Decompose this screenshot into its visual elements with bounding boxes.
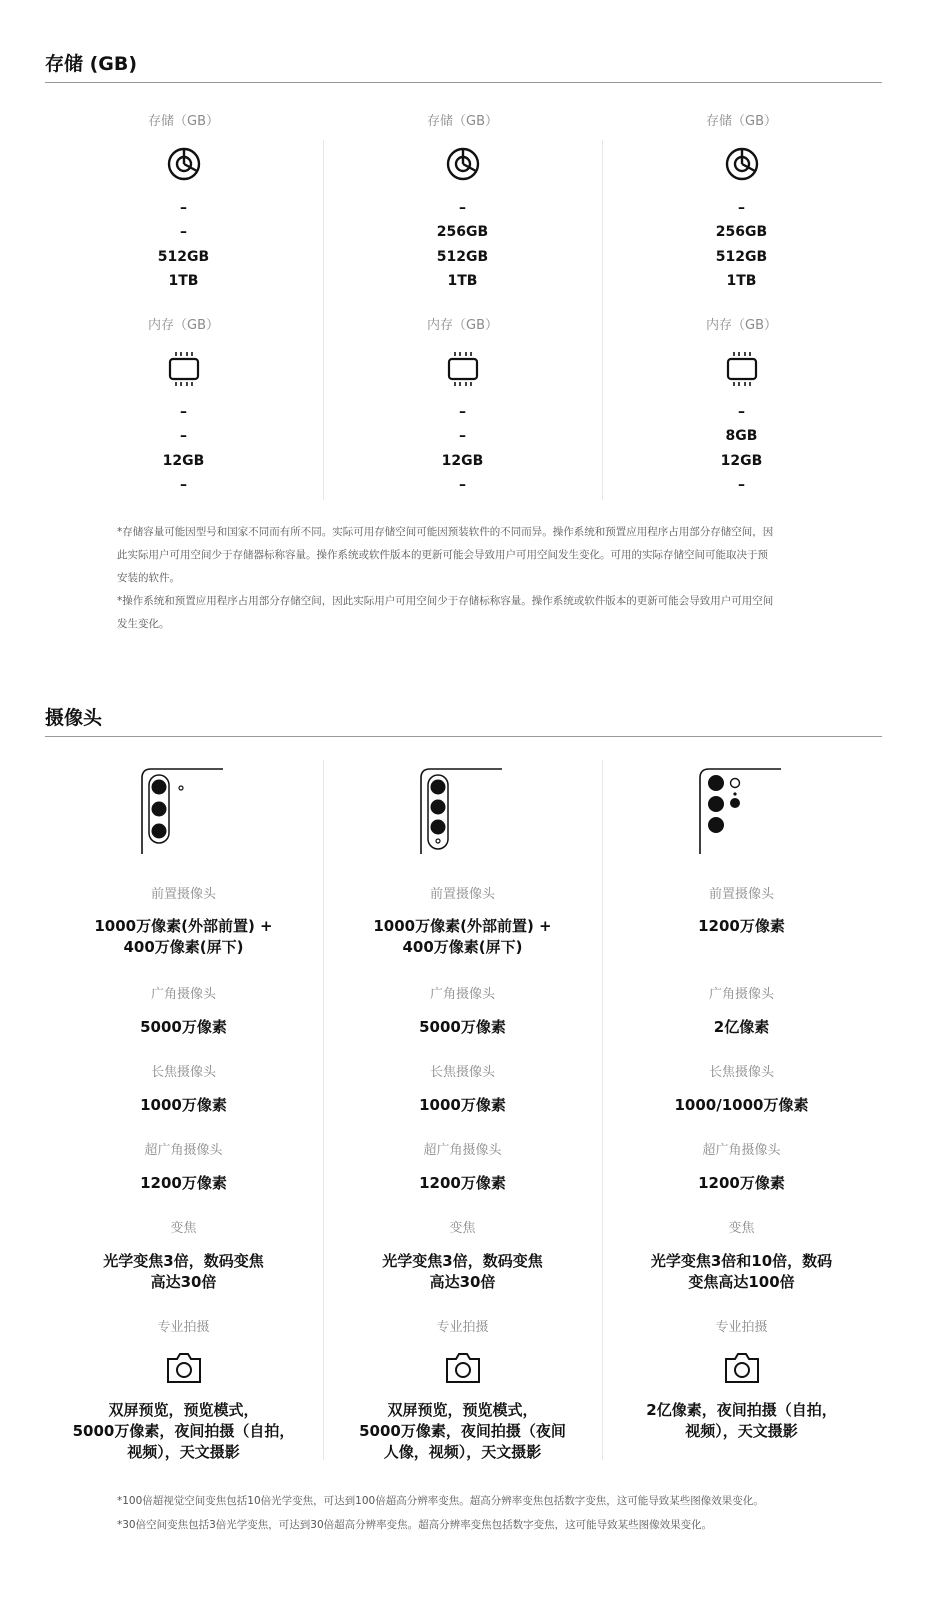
storage-option: – — [738, 200, 745, 216]
ram-option: 12GB — [441, 453, 484, 469]
zoom-value: 高达30倍 — [150, 1273, 217, 1291]
storage-option: 1TB — [726, 273, 757, 289]
ram-option: 12GB — [720, 453, 763, 469]
ram-option: 8GB — [725, 428, 758, 444]
ultra-phone-camera-icon — [602, 766, 881, 856]
front-camera-label: 前置摄像头 — [150, 887, 216, 902]
pro-mode-label: 专业拍摄 — [436, 1320, 489, 1335]
tele-camera-label: 长焦摄像头 — [150, 1065, 216, 1080]
tele-camera-label: 长焦摄像头 — [429, 1065, 495, 1080]
tele-camera-value: 1000万像素 — [419, 1096, 506, 1114]
storage-column-1 — [44, 114, 323, 499]
pro-mode-value: 视频），天文摄影 — [127, 1443, 240, 1461]
wide-camera-label: 广角摄像头 — [708, 987, 774, 1002]
camera-column-3 — [602, 760, 881, 1470]
storage-option: 512GB — [436, 249, 489, 265]
pro-mode-value: 2亿像素，夜间拍摄（自拍， — [646, 1401, 837, 1419]
zoom-value: 高达30倍 — [429, 1273, 496, 1291]
ultrawide-camera-label: 超广角摄像头 — [702, 1143, 781, 1158]
storage-footnote: *存储容量可能因型号和国家不同而有所不同。实际可用存储空间可能因预装软件的不同而异。操作系统和预置应用程序占用部分存储空间，因此实际用户可用空间少于存储器标称容量。操作系统或软件版本的更新可能会导致用户可用空间发生变化。可用的实际存储空间可能取决于预安装的软件。 — [117, 526, 774, 584]
ram-option: – — [180, 428, 187, 444]
storage-option: – — [180, 224, 187, 240]
ram-option: – — [459, 477, 466, 493]
camera-footnote: *100倍超视觉空间变焦包括10倍光学变焦，可达到100倍超高分辨率变焦。超高分辨率变焦包括数字变焦，这可能导致某些图像效果变化。 — [117, 1495, 764, 1507]
front-camera-value: 1000万像素(外部前置) + — [94, 917, 273, 935]
ram-label: 内存（GB） — [427, 318, 498, 333]
fold-phone-camera-icon — [323, 766, 602, 856]
zoom-value: 变焦高达100倍 — [688, 1273, 795, 1291]
pie-chart-icon — [44, 144, 323, 184]
tele-camera-label: 长焦摄像头 — [708, 1065, 774, 1080]
storage-label: 存储（GB） — [148, 114, 219, 129]
ram-option: – — [738, 477, 745, 493]
camera-section-title: 摄像头 — [45, 707, 103, 729]
front-camera-value: 1000万像素(外部前置) + — [373, 917, 552, 935]
storage-column-3 — [602, 114, 881, 499]
ram-label: 内存（GB） — [706, 318, 777, 333]
pro-mode-value: 双屏预览，预览模式， — [108, 1401, 259, 1419]
camera-column-1 — [44, 760, 323, 1470]
tele-camera-value: 1000万像素 — [140, 1096, 227, 1114]
fold-phone-camera-icon — [44, 766, 323, 856]
wide-camera-value: 2亿像素 — [713, 1018, 770, 1036]
tele-camera-value: 1000/1000万像素 — [674, 1096, 809, 1114]
ram-option: – — [180, 404, 187, 420]
storage-option: 1TB — [447, 273, 478, 289]
storage-option: 256GB — [436, 224, 489, 240]
pro-mode-value: 5000万像素，夜间拍摄（自拍， — [72, 1422, 295, 1440]
zoom-value: 光学变焦3倍，数码变焦 — [382, 1252, 543, 1270]
camera-icon — [44, 1351, 323, 1385]
camera-footnote: *30倍空间变焦包括3倍光学变焦，可达到30倍超高分辨率变焦。超高分辨率变焦包括数字变焦，这可能导致某些图像效果变化。 — [117, 1519, 713, 1531]
pie-chart-icon — [602, 144, 881, 184]
front-camera-value: 1200万像素 — [698, 917, 785, 935]
wide-camera-label: 广角摄像头 — [429, 987, 495, 1002]
pro-mode-value: 双屏预览，预览模式， — [387, 1401, 538, 1419]
ultrawide-camera-label: 超广角摄像头 — [423, 1143, 502, 1158]
ultrawide-camera-value: 1200万像素 — [698, 1174, 785, 1192]
wide-camera-label: 广角摄像头 — [150, 987, 216, 1002]
storage-option: – — [180, 200, 187, 216]
zoom-value: 光学变焦3倍和10倍，数码 — [650, 1252, 833, 1270]
ultrawide-camera-label: 超广角摄像头 — [144, 1143, 223, 1158]
ram-option: – — [459, 404, 466, 420]
memory-chip-icon — [44, 349, 323, 389]
zoom-label: 变焦 — [170, 1221, 197, 1236]
camera-icon — [323, 1351, 602, 1385]
ultrawide-camera-value: 1200万像素 — [140, 1174, 227, 1192]
storage-label: 存储（GB） — [706, 114, 777, 129]
storage-section-divider — [45, 82, 882, 83]
memory-chip-icon — [323, 349, 602, 389]
pro-mode-value: 视频），天文摄影 — [685, 1422, 798, 1440]
ram-option: – — [459, 428, 466, 444]
zoom-label: 变焦 — [449, 1221, 476, 1236]
storage-option: 512GB — [715, 249, 768, 265]
storage-option: 256GB — [715, 224, 768, 240]
front-camera-label: 前置摄像头 — [429, 887, 495, 902]
ultrawide-camera-value: 1200万像素 — [419, 1174, 506, 1192]
camera-column-2 — [323, 760, 602, 1470]
pro-mode-value: 5000万像素，夜间拍摄（夜间 — [359, 1422, 566, 1440]
front-camera-value: 400万像素(屏下) — [402, 938, 523, 956]
ram-option: 12GB — [162, 453, 205, 469]
storage-footnote: *操作系统和预置应用程序占用部分存储空间，因此实际用户可用空间少于存储标称容量。操作系统或软件版本的更新可能会导致用户可用空间发生变化。 — [117, 595, 774, 630]
pro-mode-label: 专业拍摄 — [157, 1320, 210, 1335]
wide-camera-value: 5000万像素 — [419, 1018, 506, 1036]
front-camera-label: 前置摄像头 — [708, 887, 774, 902]
storage-option: 512GB — [157, 249, 210, 265]
front-camera-value: 400万像素(屏下) — [123, 938, 244, 956]
storage-section-title: 存储 (GB) — [45, 53, 138, 75]
storage-option: 1TB — [168, 273, 199, 289]
storage-column-2 — [323, 114, 602, 499]
pro-mode-label: 专业拍摄 — [715, 1320, 768, 1335]
wide-camera-value: 5000万像素 — [140, 1018, 227, 1036]
ram-option: – — [738, 404, 745, 420]
ram-label: 内存（GB） — [148, 318, 219, 333]
storage-label: 存储（GB） — [427, 114, 498, 129]
pie-chart-icon — [323, 144, 602, 184]
storage-option: – — [459, 200, 466, 216]
camera-icon — [602, 1351, 881, 1385]
ram-option: – — [180, 477, 187, 493]
camera-section-divider — [45, 736, 882, 737]
zoom-label: 变焦 — [728, 1221, 755, 1236]
zoom-value: 光学变焦3倍，数码变焦 — [103, 1252, 264, 1270]
pro-mode-value: 人像，视频），天文摄影 — [383, 1443, 542, 1461]
memory-chip-icon — [602, 349, 881, 389]
